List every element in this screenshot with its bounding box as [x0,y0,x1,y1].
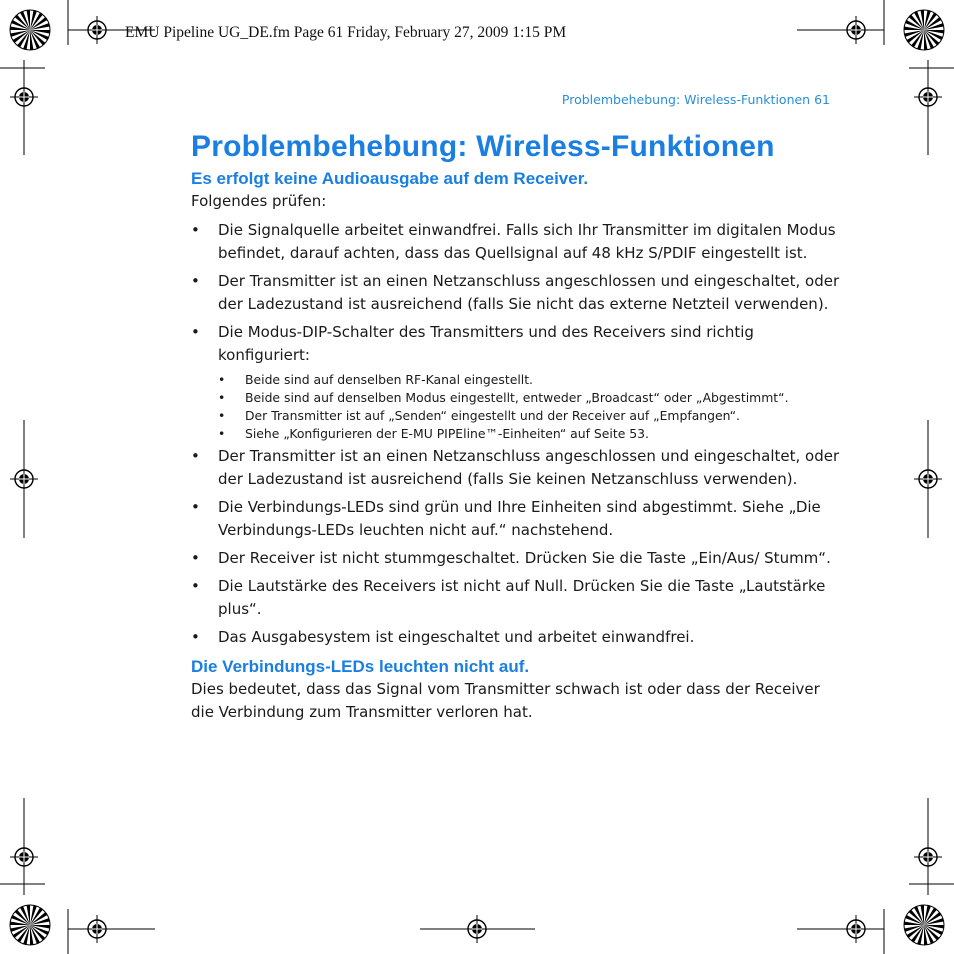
list-item: • Der Transmitter ist an einen Netzanschluss angeschlossen und eingeschaltet, oder der Ladezustand ist ausreichend (falls Sie keinen Netzanschluss verwenden). [191,445,841,491]
crosshair-registration-icon [842,16,870,44]
sub-list-item: • Siehe „Konfigurieren der E-MU PIPEline™-Einheiten“ auf Seite 53. [218,425,841,443]
list-item: • Die Lautstärke des Receivers ist nicht auf Null. Drücken Sie die Taste „Lautstärke plus“. [191,575,841,621]
section-heading-leds: Die Verbindungs-LEDs leuchten nicht auf. [191,657,530,676]
list-item: • Der Transmitter ist an einen Netzanschluss angeschlossen und eingeschaltet, oder der Ladezustand ist ausreichend (falls Sie nicht das externe Netzteil verwenden). [191,270,841,316]
sub-list-item: • Beide sind auf denselben RF-Kanal eingestellt. [218,371,841,389]
crosshair-registration-icon [914,465,942,493]
sub-list-item: • Der Transmitter ist auf „Senden“ eingestellt und der Receiver auf „Empfangen“. [218,407,841,425]
starburst-color-bar-icon [10,905,50,945]
crosshair-registration-icon [83,915,111,943]
list-item-text: Die Modus-DIP-Schalter des Transmitters und des Receivers sind richtig konfiguriert: [218,323,754,364]
running-head: Problembehebung: Wireless-Funktionen 61 [561,92,830,107]
section-heading-no-audio: Es erfolgt keine Audioausgabe auf dem Receiver. [191,169,589,188]
starburst-color-bar-icon [10,10,50,50]
sub-list-item: • Beide sind auf denselben Modus eingestellt, entweder „Broadcast“ oder „Abgestimmt“. [218,389,841,407]
crosshair-registration-icon [10,465,38,493]
list-item: • Die Signalquelle arbeitet einwandfrei. Falls sich Ihr Transmitter im digitalen Modus befindet, darauf achten, dass das Quellsignal auf 48 kHz S/PDIF eingestellt ist. [191,219,841,265]
crosshair-registration-icon [463,915,491,943]
list-item: • Der Receiver ist nicht stummgeschaltet. Drücken Sie die Taste „Ein/Aus/ Stumm“. [191,547,841,570]
section-intro: Folgendes prüfen: [191,192,327,210]
section-body: Dies bedeutet, dass das Signal vom Transmitter schwach ist oder dass der Receiver die Verbindung zum Transmitter verloren hat. [191,680,820,721]
print-slug: EMU Pipeline UG_DE.fm Page 61 Friday, February 27, 2009 1:15 PM [125,24,567,41]
color-bars [10,10,944,945]
starburst-color-bar-icon [904,10,944,50]
crosshair-registration-icon [10,843,38,871]
list-item: • Das Ausgabesystem ist eingeschaltet und arbeitet einwandfrei. [191,626,841,649]
page-title: Problembehebung: Wireless-Funktionen [191,130,775,163]
crosshair-registration-icon [83,16,111,44]
crosshair-registration-icon [842,915,870,943]
crosshair-registration-icon [914,83,942,111]
registration-marks [10,16,942,943]
list-item: • Die Verbindungs-LEDs sind grün und Ihre Einheiten sind abgestimmt. Siehe „Die Verbindungs-LEDs leuchten nicht auf.“ nachstehend. [191,496,841,542]
crosshair-registration-icon [914,843,942,871]
crosshair-registration-icon [10,83,38,111]
starburst-color-bar-icon [904,905,944,945]
